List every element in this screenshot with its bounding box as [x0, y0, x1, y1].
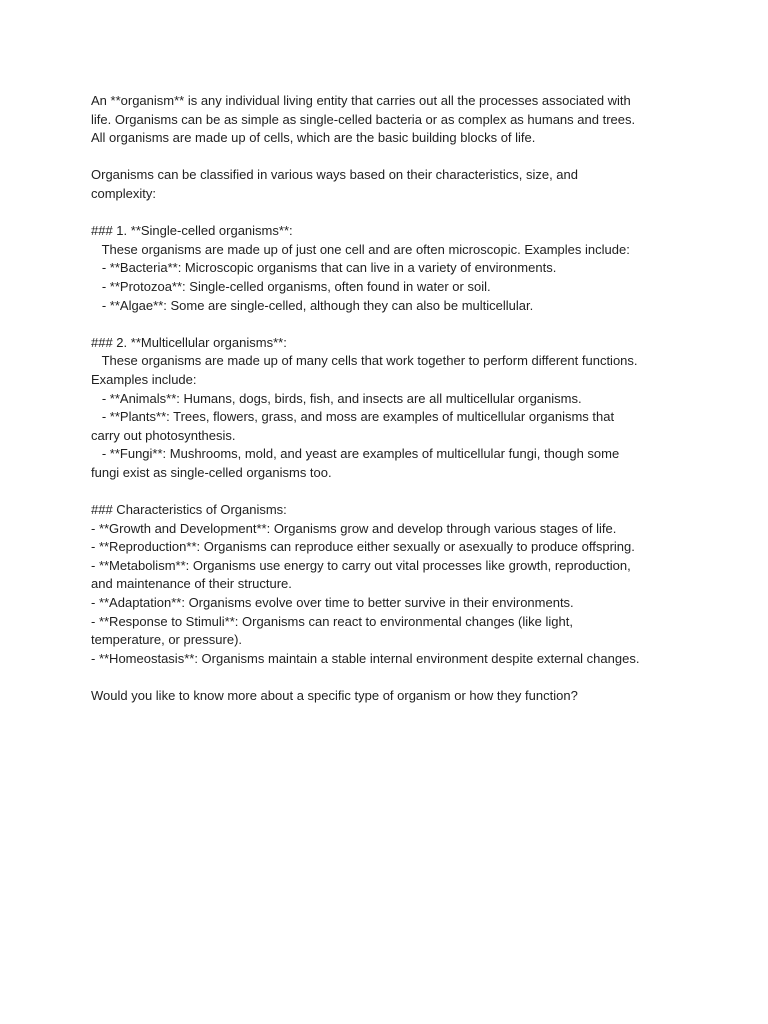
list-item: - **Fungi**: Mushrooms, mold, and yeast are examples of multicellular fungi, though some: [91, 446, 620, 462]
paragraph-spacer: [91, 668, 691, 687]
text-line: temperature, or pressure).: [91, 632, 243, 648]
multicellular-section: [91, 334, 691, 483]
paragraph-spacer: [91, 148, 691, 167]
text-line: These organisms are made up of many cells that work together to perform different functions.: [91, 353, 638, 369]
section-heading: ### Characteristics of Organisms:: [91, 502, 287, 518]
paragraph-spacer: [91, 204, 691, 223]
list-item: - **Algae**: Some are single-celled, although they can also be multicellular.: [91, 297, 534, 313]
list-item: - **Response to Stimuli**: Organisms can react to environmental changes (like light,: [91, 613, 573, 629]
paragraph-spacer: [91, 482, 691, 501]
list-item: - **Reproduction**: Organisms can reproduce either sexually or asexually to produce offspring.: [91, 539, 635, 555]
list-item: - **Bacteria**: Microscopic organisms that can live in a variety of environments.: [91, 260, 557, 276]
text-line: Organisms can be classified in various ways based on their characteristics, size, and: [91, 167, 578, 183]
text-line: These organisms are made up of just one cell and are often microscopic. Examples include:: [91, 241, 630, 257]
text-line: An **organism** is any individual living entity that carries out all the processes associated with: [91, 93, 631, 108]
section-heading: ### 2. **Multicellular organisms**:: [91, 334, 287, 350]
intro-paragraph: [91, 92, 691, 148]
text-line: All organisms are made up of cells, which are the basic building blocks of life.: [91, 130, 536, 146]
list-item: - **Plants**: Trees, flowers, grass, and moss are examples of multicellular organisms that: [91, 409, 615, 425]
text-line: Would you like to know more about a specific type of organism or how they function?: [91, 688, 578, 703]
text-line: carry out photosynthesis.: [91, 427, 236, 443]
text-line: Examples include:: [91, 371, 197, 387]
list-item: - **Homeostasis**: Organisms maintain a stable internal environment despite external changes.: [91, 650, 640, 666]
characteristics-section: [91, 501, 691, 668]
single-celled-section: [91, 222, 691, 315]
text-line: and maintenance of their structure.: [91, 576, 292, 592]
document-body: [91, 92, 691, 706]
list-item: - **Metabolism**: Organisms use energy to carry out vital processes like growth, reproduction,: [91, 557, 631, 573]
closing-paragraph: [91, 687, 691, 706]
list-item: - **Adaptation**: Organisms evolve over time to better survive in their environments.: [91, 595, 574, 611]
list-item: - **Animals**: Humans, dogs, birds, fish, and insects are all multicellular organisms.: [91, 390, 582, 406]
list-item: - **Protozoa**: Single-celled organisms, often found in water or soil.: [91, 278, 491, 294]
text-line: fungi exist as single-celled organisms too.: [91, 464, 332, 480]
paragraph-spacer: [91, 315, 691, 334]
text-line: life. Organisms can be as simple as single-celled bacteria or as complex as humans and trees.: [91, 111, 636, 127]
section-heading: ### 1. **Single-celled organisms**:: [91, 223, 293, 239]
list-item: - **Growth and Development**: Organisms grow and develop through various stages of life.: [91, 520, 617, 536]
text-line: complexity:: [91, 185, 157, 201]
classification-paragraph: [91, 166, 691, 203]
